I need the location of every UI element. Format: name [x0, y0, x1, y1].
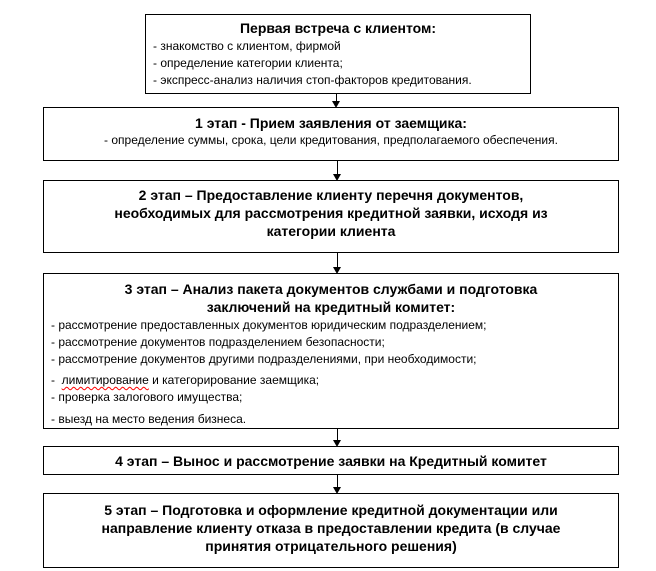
box-stage-1	[43, 107, 619, 161]
misspelled-word: лимитирование	[61, 373, 149, 387]
box-first-meeting-title: Первая встреча с клиентом:	[239, 20, 436, 36]
box-stage-5	[43, 493, 619, 568]
box-stage-5-line: 5 этап – Подготовка и оформление кредитной документации или	[104, 502, 558, 518]
box-stage-3-title-line: 3 этап – Анализ пакета документов службами и подготовка	[124, 281, 538, 297]
box-stage-4	[43, 446, 619, 475]
box-stage-2	[43, 180, 619, 253]
flow-arrow-icon	[333, 252, 342, 274]
box-stage-3-bullets	[44, 316, 618, 428]
flow-arrow-icon	[333, 428, 342, 447]
box-stage-3-title-line: заключений на кредитный комитет:	[206, 299, 456, 315]
bullet-item: - рассмотрение документов другими подразделениями, при необходимости;	[51, 352, 477, 366]
box-stage-3	[43, 273, 619, 429]
bullet-item-with-spellcheck	[51, 372, 611, 389]
box-stage-2-line: категории клиента	[266, 223, 396, 239]
box-stage-1-detail: - определение суммы, срока, цели кредитования, предполагаемого обеспечения.	[104, 133, 558, 147]
box-stage-5-line: направление клиенту отказа в предоставлении кредита (в случае	[101, 520, 561, 536]
bullet-item: - определение категории клиента;	[153, 56, 343, 70]
box-stage-4-title: 4 этап – Вынос и рассмотрение заявки на Кредитный комитет	[115, 453, 547, 469]
bullet-suffix: и категорирование заемщика;	[148, 373, 320, 387]
box-stage-2-line: необходимых для рассмотрения кредитной заявки, исходя из	[114, 205, 548, 221]
flow-arrow-icon	[332, 93, 341, 108]
box-stage-2-line: 2 этап – Предоставление клиенту перечня документов,	[138, 187, 524, 203]
box-stage-1-title: 1 этап - Прием заявления от заемщика:	[195, 115, 467, 131]
bullet-item: - рассмотрение документов подразделением безопасности;	[51, 335, 385, 349]
bullet-prefix: -	[51, 373, 62, 387]
box-first-meeting-bullets	[146, 37, 530, 89]
flow-arrow-icon	[333, 160, 342, 181]
bullet-item: - рассмотрение предоставленных документов юридическим подразделением;	[51, 318, 487, 332]
box-stage-5-line: принятия отрицательного решения)	[205, 538, 457, 554]
bullet-item: - знакомство с клиентом, фирмой	[153, 39, 341, 53]
box-first-meeting	[145, 14, 531, 94]
bullet-item: - экспресс-анализ наличия стоп-факторов кредитования.	[153, 73, 472, 87]
bullet-item: - проверка залогового имущества;	[51, 390, 243, 404]
flow-arrow-icon	[333, 474, 342, 494]
bullet-item: - выезд на место ведения бизнеса.	[51, 412, 247, 426]
